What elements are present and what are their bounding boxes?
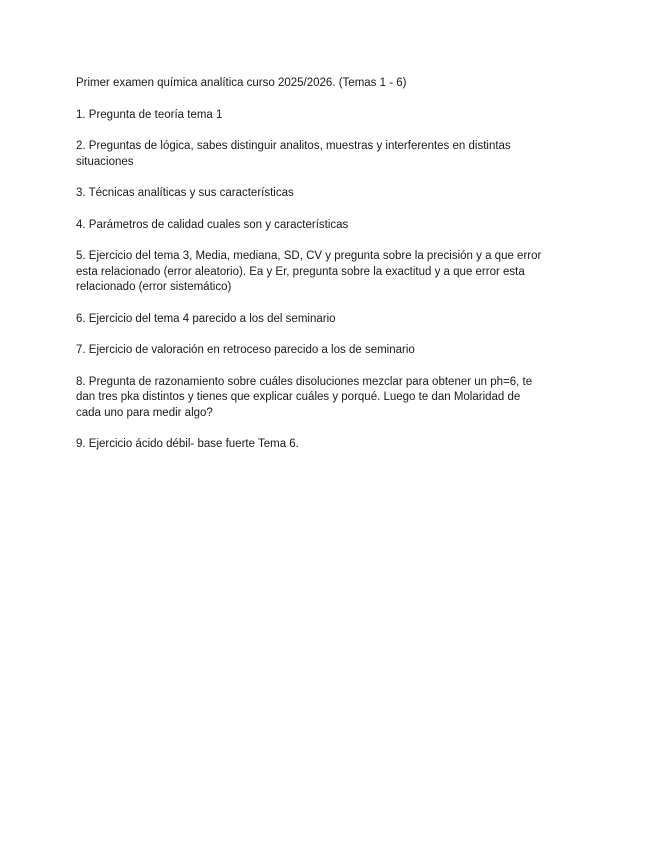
list-item-9: 9. Ejercicio ácido débil- base fuerte Tema 6. xyxy=(76,438,299,450)
list-item-6: 6. Ejercicio del tema 4 parecido a los del seminario xyxy=(76,312,336,325)
list-item-8: 8. Pregunta de razonamiento sobre cuáles disoluciones mezclar para obtener un ph=6, te dan tres pka distintos y tienes que explicar cuáles y porqué. Luego te dan Molaridad de cada uno para medir algo? xyxy=(76,375,533,419)
document-title: Primer examen química analítica curso 2025/2026. (Temas 1 - 6) xyxy=(76,77,407,89)
list-item-5: 5. Ejercicio del tema 3, Media, mediana, SD, CV y pregunta sobre la precisión y a que error esta relacionado (error aleatorio). Ea y Er, pregunta sobre la exactitud y a que error esta relacionado (error sistemático) xyxy=(76,250,542,293)
list-item-3: 3. Técnicas analíticas y sus características xyxy=(76,187,294,199)
list-item-2: 2. Preguntas de lógica, sabes distinguir analitos, muestras y interferentes en distintas situaciones xyxy=(76,140,511,168)
list-item-7: 7. Ejercicio de valoración en retroceso parecido a los de seminario xyxy=(76,344,415,356)
document-body xyxy=(76,76,546,469)
list-item-1: 1. Pregunta de teoría tema 1 xyxy=(76,108,223,121)
list-item-4: 4. Parámetros de calidad cuales son y características xyxy=(76,218,349,231)
